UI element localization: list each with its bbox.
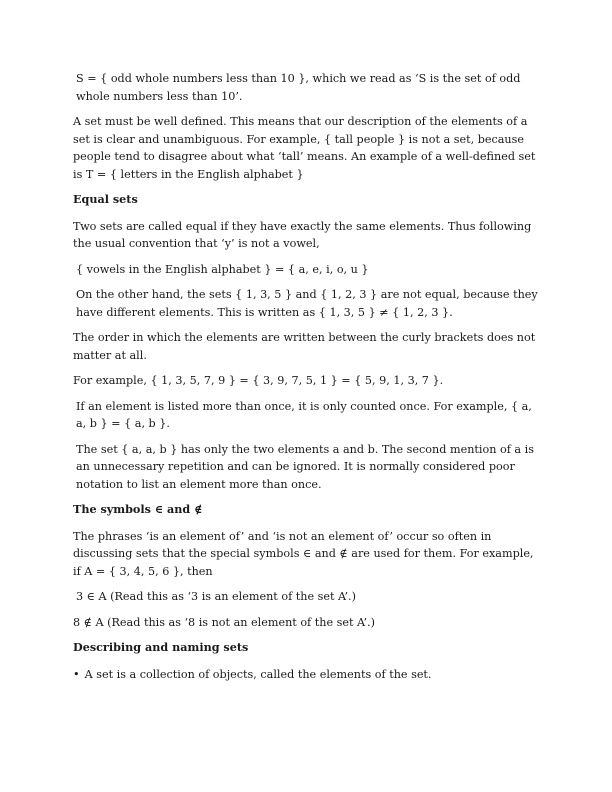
paragraph-order-example: For example, { 1, 3, 5, 7, 9 } = { 3, 9, 7, 5, 1 } = { 5, 9, 1, 3, 7 }.: [73, 374, 444, 387]
bullet-text: A set is a collection of objects, called the elements of the set.: [84, 667, 432, 681]
paragraph-equal-sets-intro: Two sets are called equal if they have exactly the same elements. Thus following the usual convention that ‘y’ is not a vowel,: [73, 219, 532, 250]
paragraph-element-example: 3 ∈ A (Read this as ‘3 is an element of the set A’.): [76, 590, 356, 603]
paragraph-set-s-definition: S = { odd whole numbers less than 10 }, which we read as ‘S is the set of odd whole numbers less than 10’.: [76, 72, 521, 103]
heading-describing-sets: Describing and naming sets: [73, 640, 249, 654]
paragraph-repetition-note: The set { a, a, b } has only the two elements a and b. The second mention of a is an unnecessary repetition and can be ignored. It is normally considered poor notation to list an element more than once.: [76, 442, 534, 491]
heading-symbols: The symbols ∈ and ∉: [73, 502, 203, 516]
bullet-list-item: [73, 666, 543, 684]
paragraph-not-equal: On the other hand, the sets { 1, 3, 5 } and { 1, 2, 3 } are not equal, because they have different elements. This is written as { 1, 3, 5 } ≠ { 1, 2, 3 }.: [76, 288, 538, 319]
paragraph-well-defined: A set must be well defined. This means that our description of the elements of a set is clear and unambiguous. For example, { tall people } is not a set, because people tend to disagree about what ‘tall’ means. An example of a well-defined set is T = { letters in the English alphabet }: [73, 115, 536, 181]
paragraph-order: The order in which the elements are written between the curly brackets does not matter at all.: [73, 331, 536, 362]
paragraph-repeated-element: If an element is listed more than once, it is only counted once. For example, { a, a, b } = { a, b }.: [76, 399, 532, 430]
paragraph-symbols-intro: The phrases ‘is an element of’ and ‘is not an element of’ occur so often in discussing sets that the special symbols ∈ and ∉ are used for them. For example, if A = { 3, 4, 5, 6 }, then: [73, 529, 534, 578]
paragraph-vowels-set: { vowels in the English alphabet } = { a, e, i, o, u }: [76, 262, 369, 276]
paragraph-not-element-example: 8 ∉ A (Read this as ‘8 is not an element of the set A’.): [73, 615, 375, 629]
heading-equal-sets: Equal sets: [73, 192, 138, 206]
document-page: [73, 70, 543, 683]
bullet-icon: •: [73, 667, 80, 681]
